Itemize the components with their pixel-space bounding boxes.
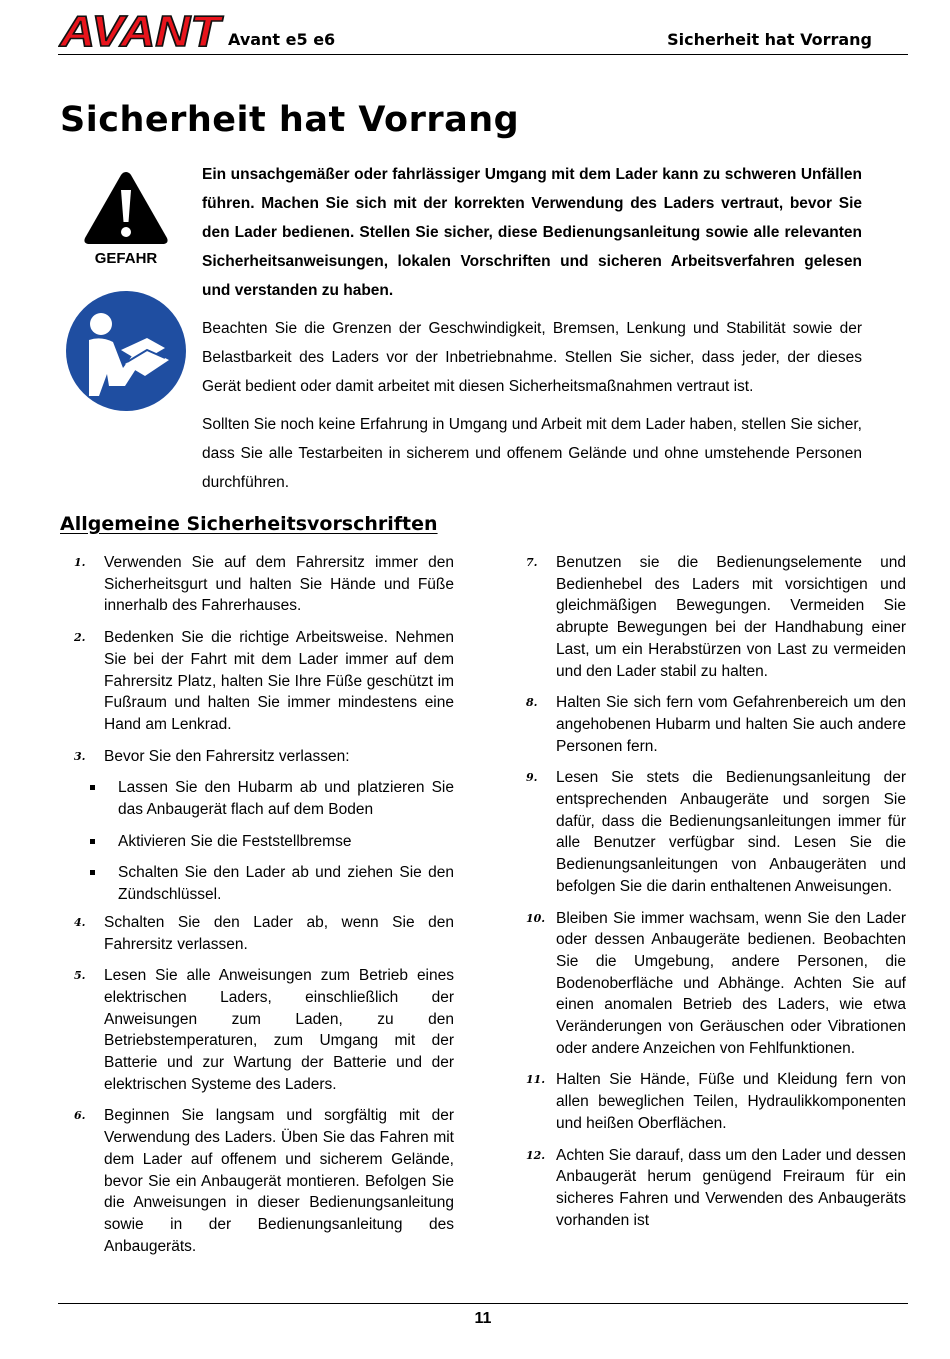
- rule-item: [514, 1069, 906, 1134]
- rule-text: Bevor Sie den Fahrersitz verlassen:: [104, 747, 350, 765]
- rule-number: 10.: [526, 911, 546, 925]
- rule-number: 2.: [74, 631, 86, 645]
- rule-text: Lesen Sie alle Anweisungen zum Betrieb eines elektrischen Laders, einschließlich der Anweisungen zum Laden, zu den Betriebstemperaturen, zum Umgang mit der Batterie und zur Wartung der Batterie und der elektrischen Systeme des Laders.: [104, 967, 454, 1093]
- rule-item: [514, 767, 906, 897]
- rule-text: Beginnen Sie langsam und sorgfältig mit der Verwendung des Laders. Üben Sie das Fahren mit dem Lader auf offenem und sicherem Gelände, bevor Sie ein Anbaugerät montieren. Befolgen Sie die Anweisungen in dieser Bedienungsanleitung sowie in der Bedienungsanleitung des Anbaugeräts.: [104, 1107, 454, 1255]
- warning-label: GEFAHR: [94, 250, 158, 267]
- page-title: Sicherheit hat Vorrang: [60, 100, 520, 140]
- rule-number: 9.: [526, 771, 538, 785]
- svg-text:AVANT: AVANT: [58, 8, 224, 52]
- rule-text: Bleiben Sie immer wachsam, wenn Sie den Lader oder dessen Anbaugeräte bedienen. Beobachten Sie die Umgebung, andere Personen, die Bodenoberfläche und Abhänge. Achten Sie auf einen anomalen Betrieb des Laders, wie etwa Veränderungen von Geräuschen oder Vibrationen oder andere Anzeichen von Fehlfunktionen.: [556, 909, 906, 1057]
- intro-paragraph: Ein unsachgemäßer oder fahrlässiger Umgang mit dem Lader kann zu schweren Unfällen führen. Machen Sie sich mit der korrekten Verwendung des Laders vertraut, bevor Sie den Lader bedienen. Stellen Sie sicher, diese Bedienungsanleitung sowie alle relevanten Sicherheitsanweisungen, lokalen Vorschriften und sicheren Arbeitsverfahren gelesen und verstanden zu haben.: [202, 166, 862, 299]
- rule-bullet-list: [62, 777, 454, 906]
- rule-text: Benutzen sie die Bedienungselemente und Bedienhebel des Laders mit vorsichtigen und gleichmäßigen Bewegungen. Vermeiden Sie abrupte Bewegungen bei der Handhabung einer Last, um ein Herabstürzen von Last zu vermeiden und den Lader stabil zu halten.: [556, 554, 906, 680]
- rule-item: [514, 1145, 906, 1232]
- rule-number: 11.: [526, 1073, 546, 1087]
- rules-column-left: [62, 552, 454, 1267]
- read-manual-icon: [65, 290, 187, 412]
- doc-title: Avant e5 e6: [228, 30, 336, 49]
- rule-number: 3.: [74, 749, 86, 763]
- rule-item: [514, 552, 906, 682]
- rule-text: Bedenken Sie die richtige Arbeitsweise. Nehmen Sie bei der Fahrt mit dem Lader immer auf dem Fahrersitz Platz, halten Sie Ihre Füße geschützt im Fußraum und halten Sie immer mindestens eine Hand am Lenkrad.: [104, 629, 454, 733]
- intro-paragraph: Beachten Sie die Grenzen der Geschwindigkeit, Bremsen, Lenkung und Stabilität sowie der Belastbarkeit des Laders vor der Inbetriebnahme. Stellen Sie sicher, dass jeder, der dieses Gerät bedient oder damit arbeitet mit diesen Sicherheitsmaßnahmen vertraut ist.: [202, 320, 862, 395]
- rule-number: 4.: [74, 915, 86, 929]
- bullet-item: Aktivieren Sie die Feststellbremse: [62, 831, 454, 853]
- rule-text: Verwenden Sie auf dem Fahrersitz immer den Sicherheitsgurt und halten Sie Hände und Füße innerhalb des Fahrerhauses.: [104, 554, 454, 615]
- rule-number: 6.: [74, 1109, 86, 1123]
- rule-text: Halten Sie sich fern vom Gefahrenbereich um den angehobenen Hubarm und halten Sie auch andere Personen fern.: [556, 694, 906, 755]
- rule-text: Schalten Sie den Lader ab, wenn Sie den Fahrersitz verlassen.: [104, 913, 454, 953]
- intro-paragraph: Sollten Sie noch keine Erfahrung in Umgang und Arbeit mit dem Lader haben, stellen Sie sicher, dass Sie alle Testarbeiten in sicherem und offenem Gelände und ohne umstehende Personen durchführen.: [202, 416, 862, 491]
- rule-number: 1.: [74, 556, 86, 569]
- rule-text: Achten Sie darauf, dass um den Lader und dessen Anbaugerät herum genügend Freiraum für ein sicheres Fahren und Verwenden des Anbaugeräts vorhanden ist: [556, 1146, 906, 1229]
- page-number: 11: [474, 1310, 492, 1327]
- bullet-item: Lassen Sie den Hubarm ab und platzieren Sie das Anbaugerät flach auf dem Boden: [62, 777, 454, 820]
- rule-number: 5.: [74, 969, 86, 983]
- page-footer: [58, 1303, 908, 1327]
- header-section-title: Sicherheit hat Vorrang: [667, 30, 872, 49]
- rule-item: [62, 1105, 454, 1257]
- rule-text: Lesen Sie stets die Bedienungsanleitung der entsprechenden Anbaugeräte und sorgen Sie dafür, dass die Bedienungsanleitungen immer für alle Benutzer verfügbar sind. Lesen Sie die Bedienungsanleitungen von Anbaugeräten und befolgen Sie die darin enthaltenen Anweisungen.: [556, 769, 906, 895]
- avant-logo: [58, 8, 226, 52]
- rule-item: [62, 627, 454, 736]
- rule-item: [514, 692, 906, 757]
- rule-number: 7.: [526, 556, 538, 569]
- page-header: [58, 6, 908, 55]
- warning-triangle-icon: [82, 168, 170, 246]
- rule-item: [62, 965, 454, 1095]
- rules-column-right: [514, 552, 906, 1241]
- section-subheading: Allgemeine Sicherheitsvorschriften: [60, 513, 438, 535]
- rule-item: [514, 908, 906, 1060]
- rule-text: Halten Sie Hände, Füße und Kleidung fern von allen beweglichen Teilen, Hydraulikkomponenten und heißen Oberflächen.: [556, 1071, 906, 1132]
- rule-item: [62, 912, 454, 955]
- rule-item: [62, 746, 454, 768]
- rule-number: 8.: [526, 696, 538, 710]
- rule-item: [62, 552, 454, 617]
- intro-text: [202, 160, 862, 506]
- rule-number: 12.: [526, 1148, 546, 1162]
- bullet-item: Schalten Sie den Lader ab und ziehen Sie den Zündschlüssel.: [62, 862, 454, 905]
- danger-warning: [80, 168, 172, 267]
